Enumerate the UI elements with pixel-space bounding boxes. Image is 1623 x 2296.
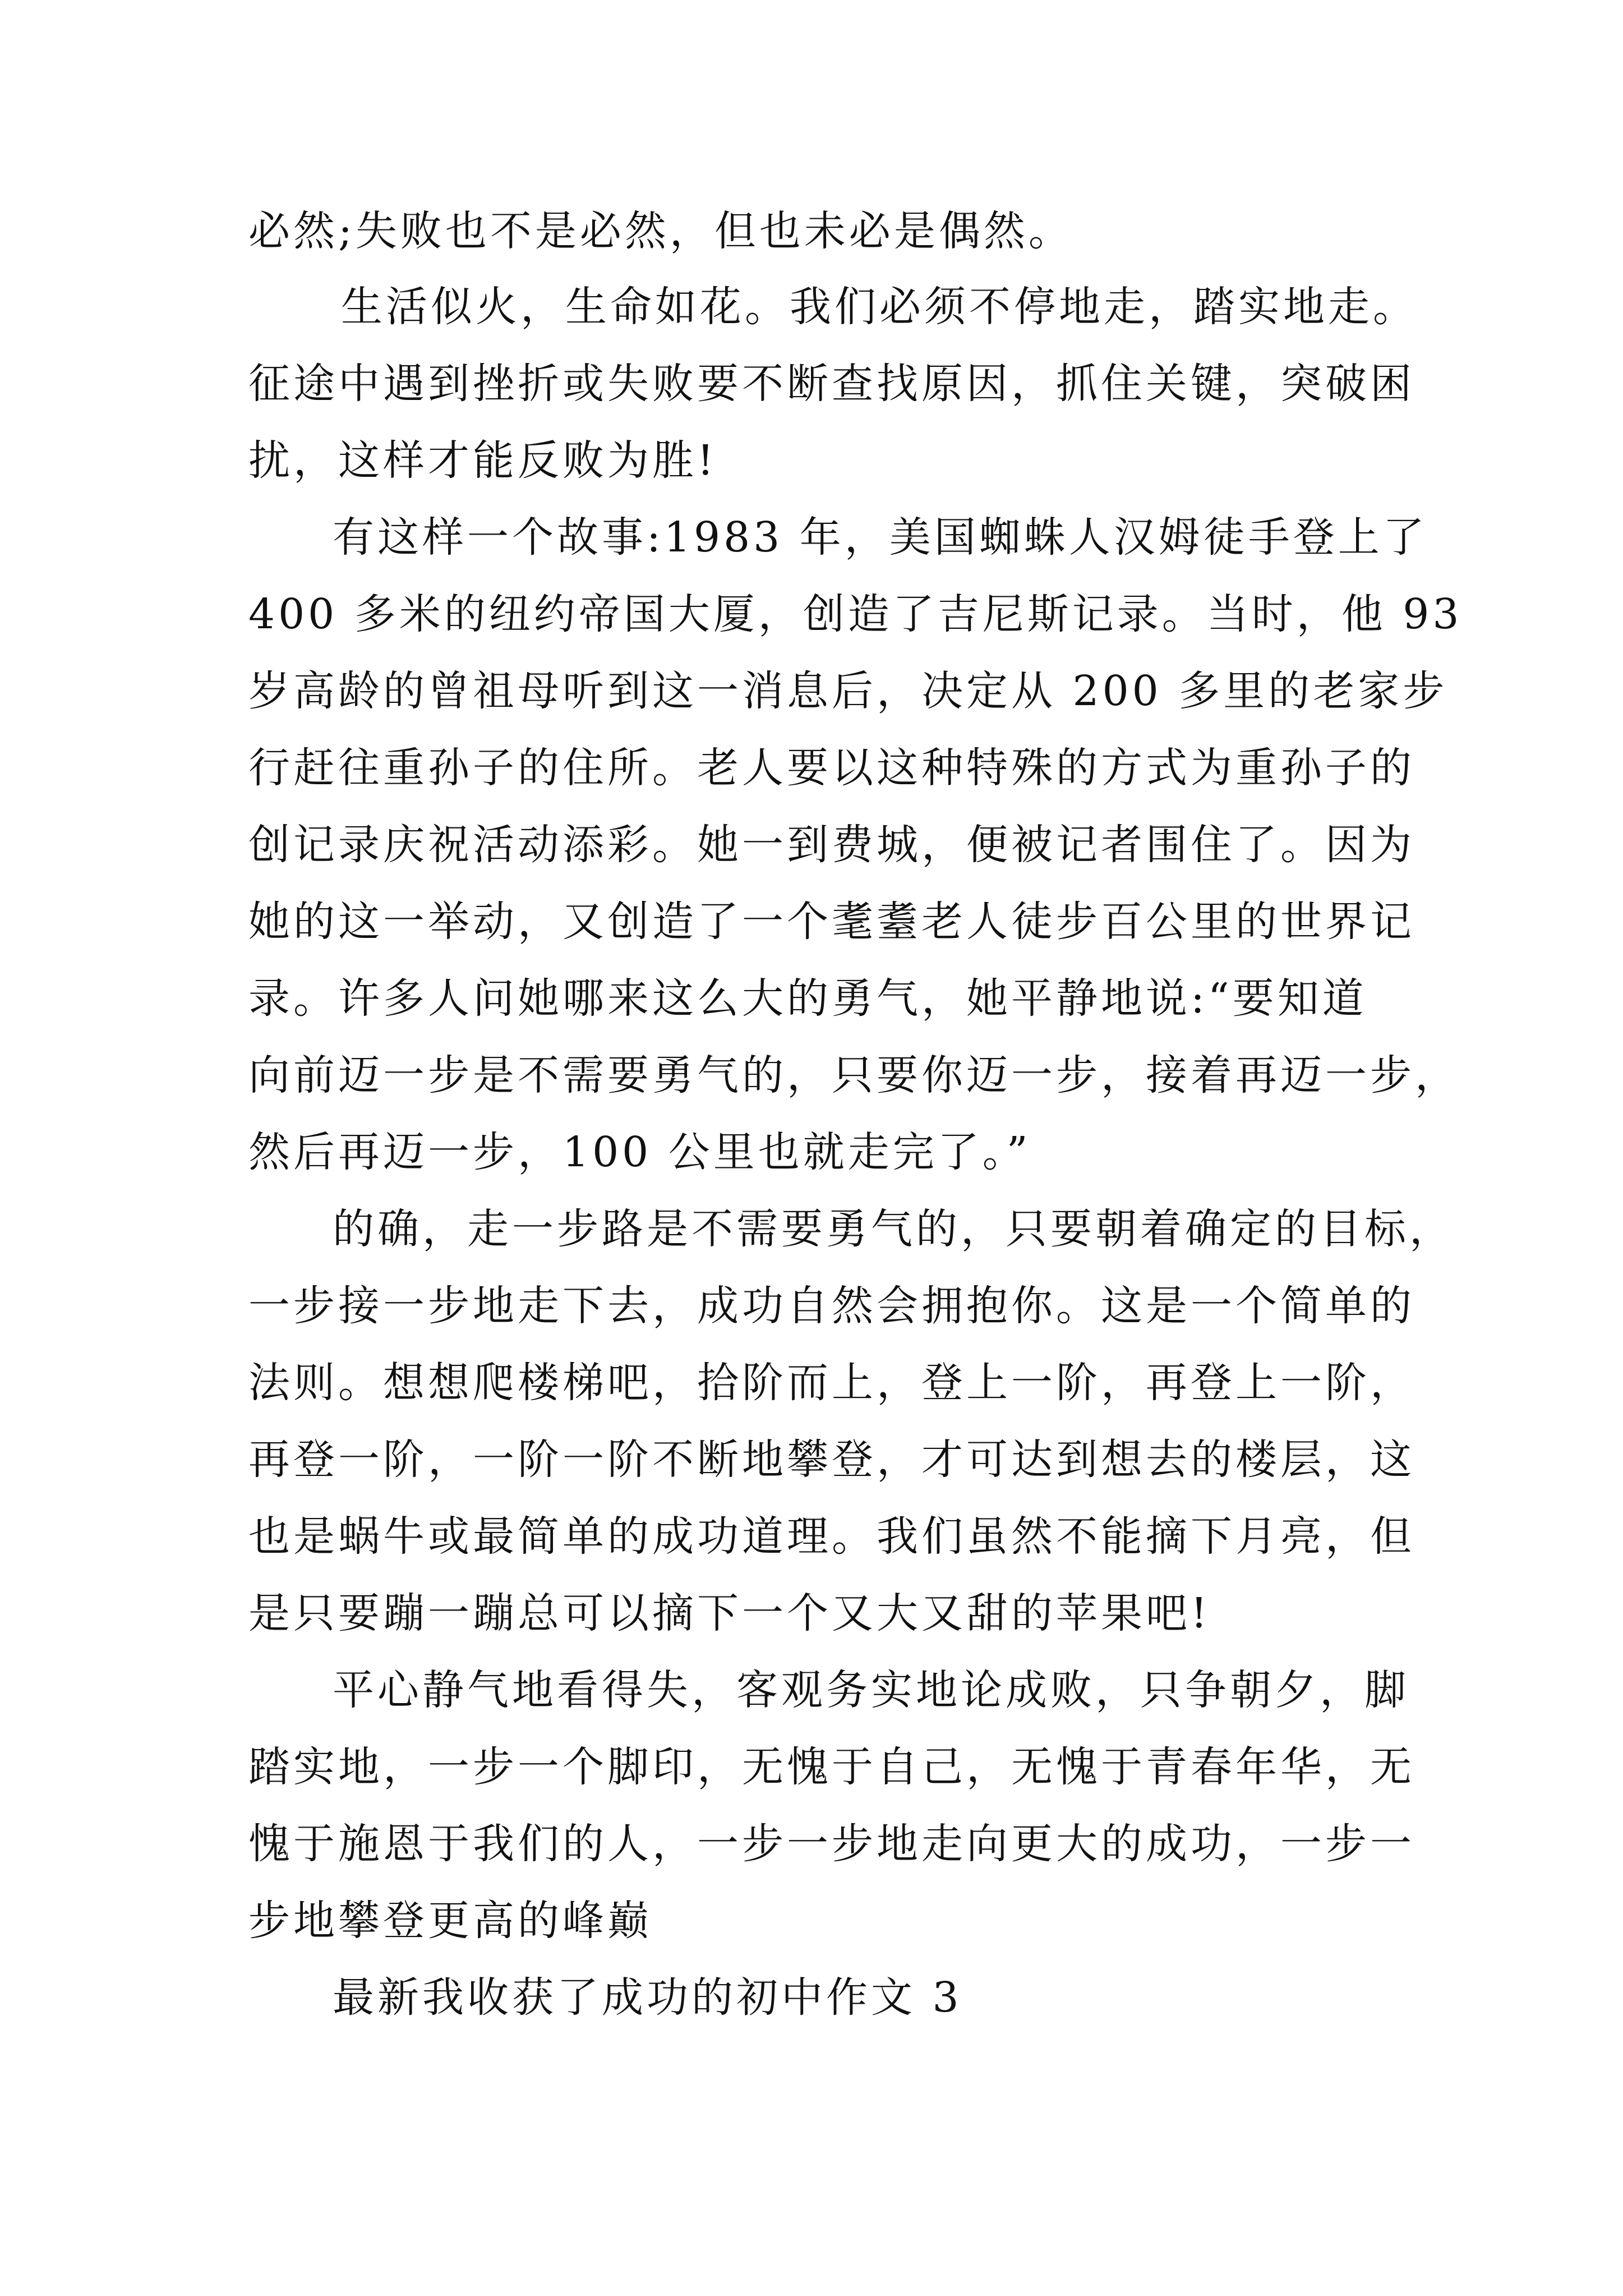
text-line: 400 多米的纽约帝国大厦，创造了吉尼斯记录。当时，他 93 — [248, 590, 1463, 638]
text-line: 必然;失败也不是必然，但也未必是偶然。 — [248, 207, 1073, 255]
text-line: 是只要蹦一蹦总可以摘下一个又大又甜的苹果吧! — [248, 1589, 1211, 1637]
text-line: 岁高龄的曾祖母听到这一消息后，决定从 200 多里的老家步 — [248, 667, 1448, 715]
text-line: 然后再迈一步，100 公里也就走完了。” — [248, 1128, 1031, 1176]
text-line: 她的这一举动，又创造了一个耄耋老人徒步百公里的世界记 — [248, 898, 1415, 946]
paragraph-first-line: 平心静气地看得失，客观务实地论成败，只争朝夕，脚 — [333, 1666, 1409, 1714]
text-line: 录。许多人问她哪来这么大的勇气，她平静地说:“要知道 — [248, 974, 1367, 1023]
text-line: 再登一阶，一阶一阶不断地攀登，才可达到想去的楼层，这 — [248, 1435, 1415, 1484]
paragraph-first-line: 生活似火，生命如花。我们必须不停地走，踏实地走。 — [341, 283, 1418, 331]
text-line: 行赶往重孙子的住所。老人要以这种特殊的方式为重孙子的 — [248, 744, 1415, 792]
section-heading: 最新我收获了成功的初中作文 3 — [333, 1973, 962, 2022]
paragraph-first-line: 的确，走一步路是不需要勇气的，只要朝着确定的目标， — [333, 1205, 1454, 1253]
paragraph-first-line: 有这样一个故事:1983 年，美国蜘蛛人汉姆徒手登上了 — [333, 513, 1428, 562]
text-line: 也是蜗牛或最简单的成功道理。我们虽然不能摘下月亮，但 — [248, 1512, 1415, 1561]
text-line: 愧于施恩于我们的人，一步一步地走向更大的成功，一步一 — [248, 1820, 1415, 1868]
text-line: 向前迈一步是不需要勇气的，只要你迈一步，接着再迈一步， — [248, 1051, 1460, 1099]
text-line: 扰，这样才能反败为胜! — [248, 436, 717, 485]
text-line: 征途中遇到挫折或失败要不断查找原因，抓住关键，突破困 — [248, 360, 1415, 408]
text-line: 踏实地，一步一个脚印，无愧于自己，无愧于青春年华，无 — [248, 1743, 1415, 1791]
text-line: 步地攀登更高的峰巅 — [248, 1897, 652, 1945]
text-line: 法则。想想爬楼梯吧，拾阶而上，登上一阶，再登上一阶， — [248, 1359, 1415, 1407]
text-line: 一步接一步地走下去，成功自然会拥抱你。这是一个简单的 — [248, 1282, 1415, 1330]
text-line: 创记录庆祝活动添彩。她一到费城，便被记者围住了。因为 — [248, 821, 1415, 869]
